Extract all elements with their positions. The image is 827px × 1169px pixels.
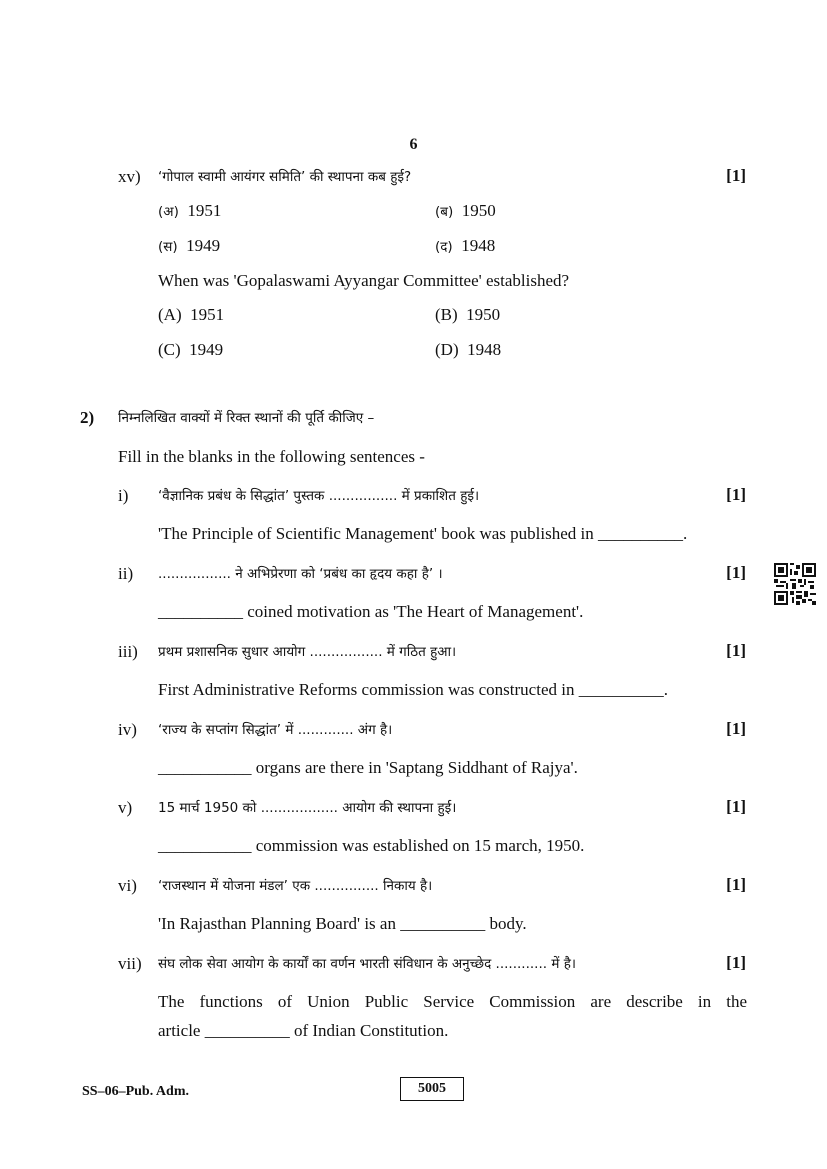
item-v-number: v)	[118, 798, 133, 817]
item-vii-number: vii)	[118, 954, 142, 973]
item-iv-hindi: ‘राज्य के सप्तांग सिद्धांत’ में ............. अंग है।	[158, 722, 393, 738]
item-i-marks: [1]	[726, 485, 746, 504]
question-xv-marks: [1]	[726, 166, 746, 185]
question-2-number: 2)	[80, 408, 95, 427]
item-iii-english: First Administrative Reforms commission was constructed in __________.	[158, 680, 668, 699]
question-2-hindi: निम्नलिखित वाक्यों में रिक्त स्थानों की पूर्ति कीजिए –	[118, 410, 375, 426]
item-iv-marks: [1]	[726, 719, 746, 738]
item-i-english: 'The Principle of Scientific Management' book was published in __________.	[158, 524, 688, 543]
item-vii-hindi: संघ लोक सेवा आयोग के कार्यों का वर्णन भारती संविधान के अनुच्छेद ............ में है।	[158, 956, 576, 972]
item-ii-number: ii)	[118, 564, 134, 583]
item-iv-english: ___________ organs are there in 'Saptang Siddhant of Rajya'.	[158, 758, 578, 777]
item-iii-hindi: प्रथम प्रशासनिक सुधार आयोग ................. में गठित हुआ।	[158, 644, 457, 660]
item-iii-marks: [1]	[726, 641, 746, 660]
item-v-english: ___________ commission was established on 15 march, 1950.	[158, 836, 585, 855]
item-v-marks: [1]	[726, 797, 746, 816]
qr-code-icon	[774, 563, 816, 605]
item-vi-english: 'In Rajasthan Planning Board' is an __________ body.	[158, 914, 527, 933]
item-i-number: i)	[118, 486, 129, 505]
item-vi-number: vi)	[118, 876, 137, 895]
item-ii-marks: [1]	[726, 563, 746, 582]
option-english-c: (C) 1949	[158, 340, 224, 359]
question-xv-english: When was 'Gopalaswami Ayyangar Committee' established?	[158, 271, 570, 290]
option-hindi-c: (स) 1949	[158, 236, 221, 255]
item-v-hindi: 15 मार्च 1950 को .................. आयोग की स्थापना हुई।	[158, 800, 457, 816]
option-hindi-d: (द) 1948	[435, 236, 496, 255]
question-2-english: Fill in the blanks in the following sentences -	[118, 447, 425, 466]
option-hindi-b: (ब) 1950	[435, 201, 496, 220]
page-number: 6	[409, 136, 418, 153]
item-vii-marks: [1]	[726, 953, 746, 972]
question-xv-hindi: ‘गोपाल स्वामी आयंगर समिति’ की स्थापना कब हुई?	[158, 169, 412, 185]
option-english-a: (A) 1951	[158, 305, 225, 324]
item-i-hindi: ‘वैज्ञानिक प्रबंध के सिद्धांत’ पुस्तक ................ में प्रकाशित हुई।	[158, 488, 480, 504]
item-iii-number: iii)	[118, 642, 138, 661]
item-vii-english-line2: article __________ of Indian Constitution.	[158, 1021, 449, 1040]
option-english-d: (D) 1948	[435, 340, 502, 359]
question-xv-number: xv)	[118, 167, 141, 186]
item-vii-english-line1: The functions of Union Public Service Commission are describe in the	[158, 992, 747, 1011]
item-ii-hindi: ................. ने अभिप्रेरणा को ‘प्रबंध का हृदय कहा है’ ।	[158, 566, 443, 582]
page-code-box: 5005	[400, 1077, 464, 1101]
item-vi-marks: [1]	[726, 875, 746, 894]
paper-code: SS–06–Pub. Adm.	[82, 1084, 189, 1099]
option-english-b: (B) 1950	[435, 305, 501, 324]
item-iv-number: iv)	[118, 720, 137, 739]
option-hindi-a: (अ) 1951	[158, 201, 222, 220]
item-vi-hindi: ‘राजस्थान में योजना मंडल’ एक ............... निकाय है।	[158, 878, 433, 894]
item-ii-english: __________ coined motivation as 'The Heart of Management'.	[158, 602, 584, 621]
